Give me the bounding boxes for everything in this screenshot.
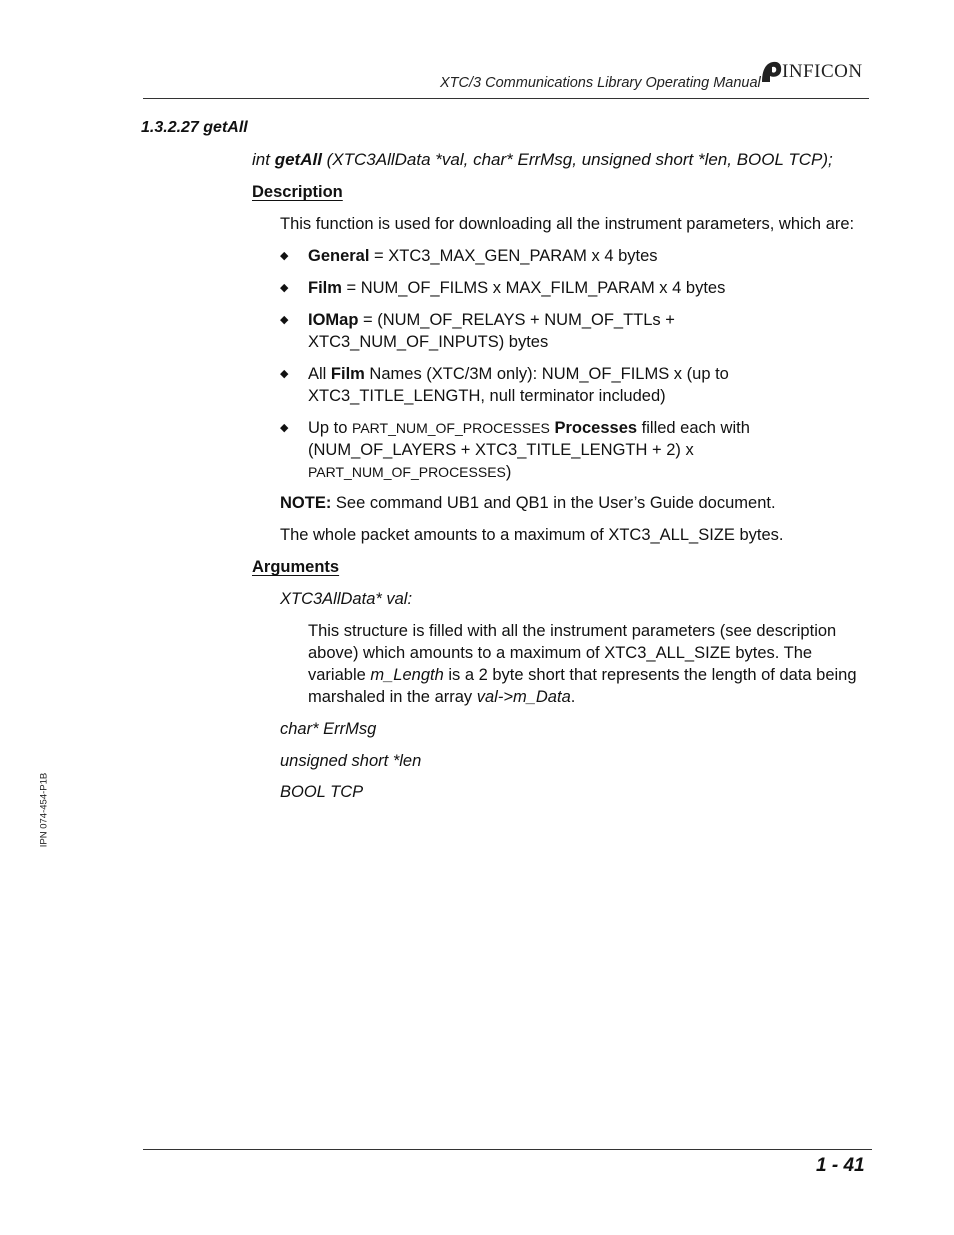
packet-size-text: The whole packet amounts to a maximum of XTC3_ALL_SIZE bytes. bbox=[280, 526, 784, 544]
header-rule bbox=[143, 98, 869, 99]
function-name: getAll bbox=[274, 150, 322, 169]
bullet-icon: ◆ bbox=[280, 314, 289, 326]
bullet-icon: ◆ bbox=[280, 368, 289, 380]
description-heading: Description bbox=[252, 183, 343, 201]
list-item: Film = NUM_OF_FILMS x MAX_FILM_PARAM x 4 bytes bbox=[308, 279, 726, 297]
argument-errmsg: char* ErrMsg bbox=[280, 720, 377, 738]
arguments-heading: Arguments bbox=[252, 558, 340, 576]
bullet-icon: ◆ bbox=[280, 250, 289, 262]
description-intro: This function is used for downloading all the instrument parameters, which are: bbox=[280, 215, 855, 233]
argument-len: unsigned short *len bbox=[280, 752, 422, 770]
list-item: Up to PART_NUM_OF_PROCESSES Processes filled each with (NUM_OF_LAYERS + XTC3_TITLE_LENGTH + 2) x PART_NUM_OF_PROCESSES) bbox=[308, 419, 750, 481]
document-part-number: IPN 074-454-P1B bbox=[38, 772, 50, 848]
running-header-title: XTC/3 Communications Library Operating Manual bbox=[440, 75, 761, 91]
note: NOTE: See command UB1 and QB1 in the User’s Guide document. bbox=[280, 494, 776, 512]
argument-val-description: This structure is filled with all the instrument parameters (see description above) which amounts to a maximum of XTC3_ALL_SIZE bytes. The variable m_Length is a 2 byte short that represents the length of data being marshaled in the array val->m_Data. bbox=[308, 622, 857, 706]
argument-val: XTC3AllData* val: bbox=[280, 590, 413, 608]
bullet-icon: ◆ bbox=[280, 282, 289, 294]
footer-rule bbox=[143, 1149, 872, 1150]
section-title: 1.3.2.27 getAll bbox=[141, 119, 248, 136]
inficon-logo-text: INFICON bbox=[782, 61, 863, 82]
argument-tcp: BOOL TCP bbox=[280, 783, 364, 801]
list-item: IOMap = (NUM_OF_RELAYS + NUM_OF_TTLs + XTC3_NUM_OF_INPUTS) bytes bbox=[308, 311, 675, 351]
bullet-icon: ◆ bbox=[280, 422, 289, 434]
list-item: All Film Names (XTC/3M only): NUM_OF_FILMS x (up to XTC3_TITLE_LENGTH, null terminator included) bbox=[308, 365, 729, 405]
page-number: 1 - 41 bbox=[816, 1155, 865, 1176]
function-signature: int getAll (XTC3AllData *val, char* ErrMsg, unsigned short *len, BOOL TCP); bbox=[252, 150, 833, 169]
list-item: General = XTC3_MAX_GEN_PARAM x 4 bytes bbox=[308, 247, 658, 265]
